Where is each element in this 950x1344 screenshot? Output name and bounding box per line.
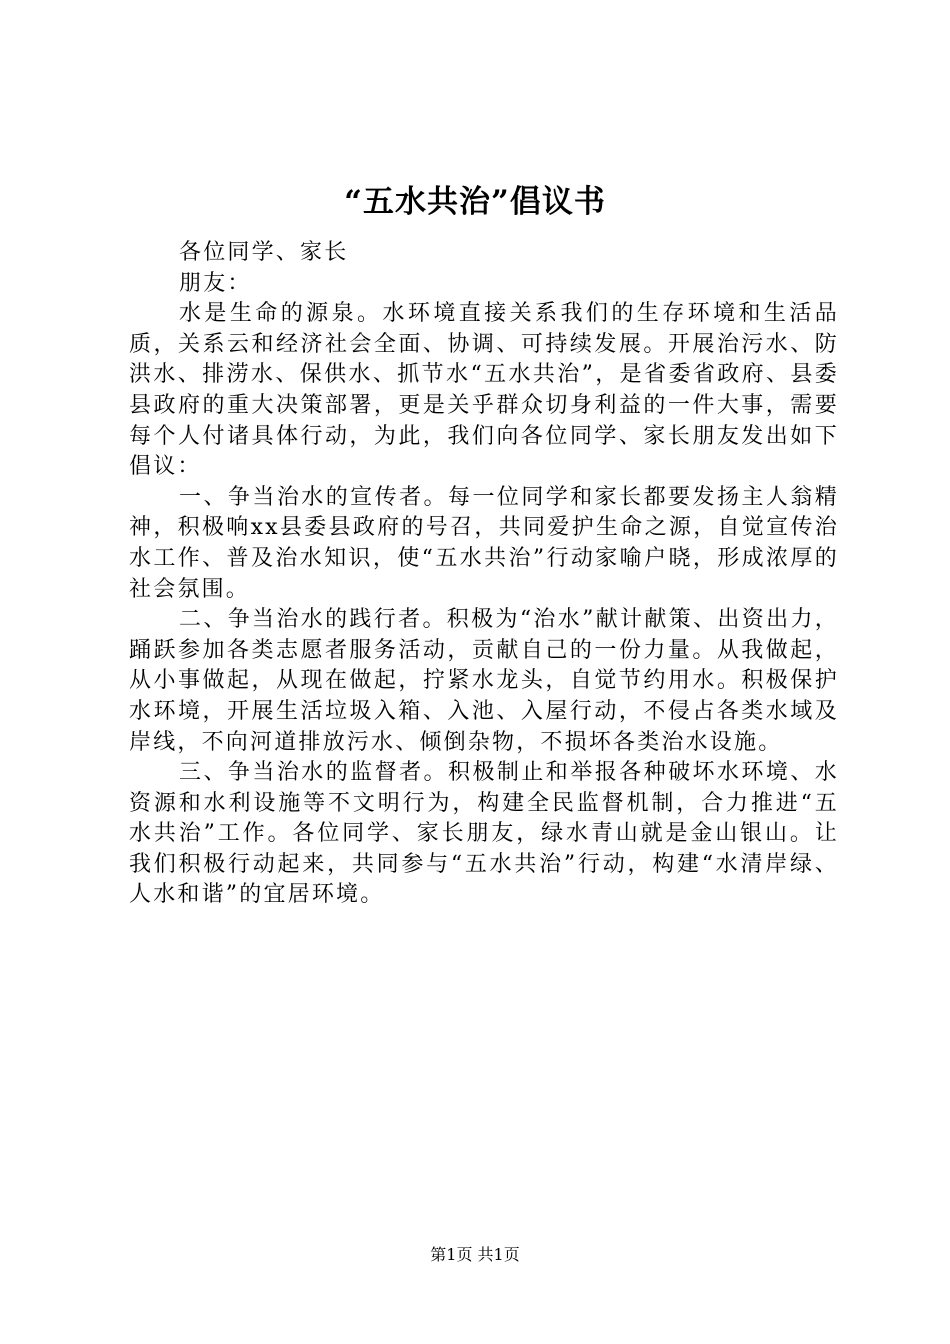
proposal-paragraph-3: 三、争当治水的监督者。积极制止和举报各种破坏水环境、水资源和水利设施等不文明行为，构建全民监督机制，合力推进“五水共治”工作。各位同学、家长朋友，绿水青山就是金山银山。让我们积极行动起来，共同参与“五水共治”行动，构建“水清岸绿、人水和谐”的宜居环境。 <box>129 760 839 908</box>
salutation-line-2: 朋友： <box>179 270 252 296</box>
proposal-paragraph-2: 二、争当治水的践行者。积极为“治水”献计献策、出资出力，踊跃参加各类志愿者服务活动，贡献自己的一份力量。从我做起，从小事做起，从现在做起，拧紧水龙头，自觉节约用水。积极保护水环境，开展生活垃圾入箱、入池、入屋行动，不侵占各类水域及岸线，不向河道排放污水、倾倒杂物，不损坏各类治水设施。 <box>129 607 839 755</box>
page-number-footer: 第1页 共1页 <box>430 1245 520 1264</box>
proposal-paragraph-1: 一、争当治水的宣传者。每一位同学和家长都要发扬主人翁精神，积极响xx县委县政府的号召，共同爱护生命之源，自觉宣传治水工作、普及治水知识，使“五水共治”行动家喻户晓，形成浓厚的社会氛围。 <box>129 484 839 602</box>
salutation-line-1: 各位同学、家长 <box>179 240 349 265</box>
document-body <box>129 238 839 911</box>
intro-paragraph: 水是生命的源泉。水环境直接关系我们的生存环境和生活品质，关系云和经济社会全面、协调、可持续发展。开展治污水、防洪水、排涝水、保供水、抓节水“五水共治”，是省委省政府、县委县政府的重大决策部署，更是关乎群众切身利益的一件大事，需要每个人付诸具体行动，为此，我们向各位同学、家长朋友发出如下倡议： <box>129 301 839 480</box>
document-title: “五水共治”倡议书 <box>344 184 606 220</box>
